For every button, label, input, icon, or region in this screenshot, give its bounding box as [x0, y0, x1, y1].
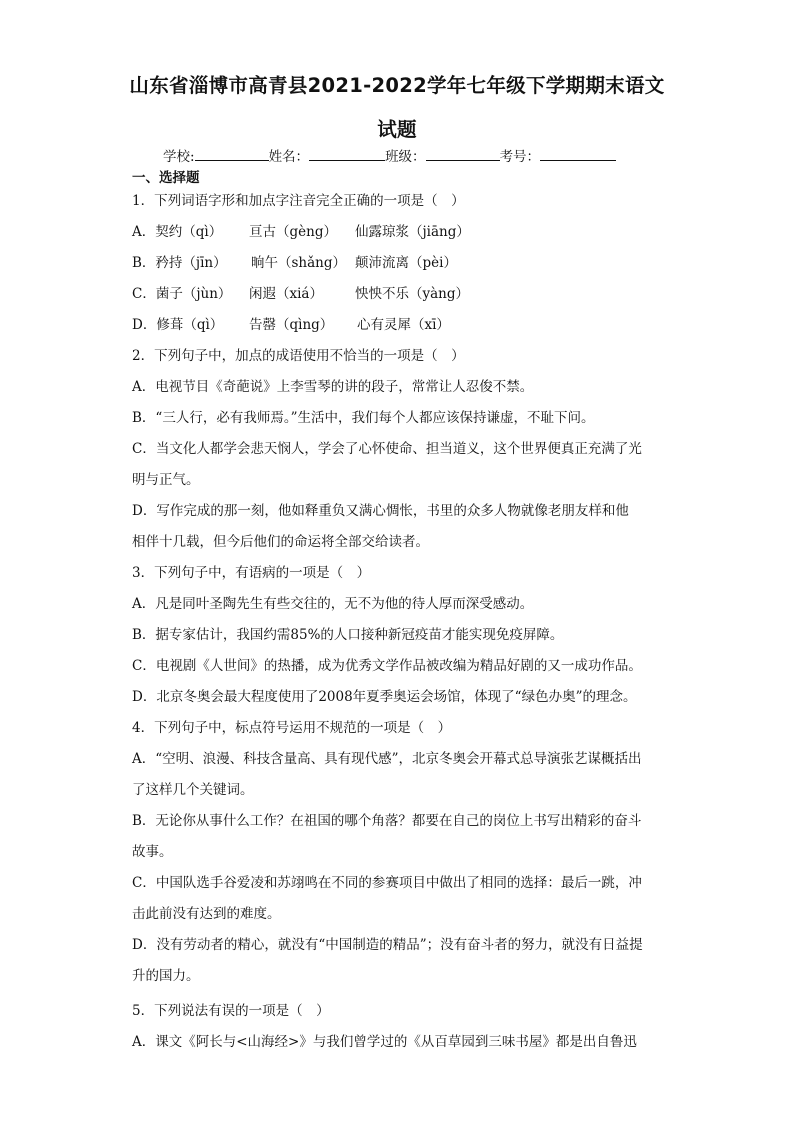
q1-d-word-1: D．修葺（qì） — [132, 317, 224, 333]
question-1-option-c[interactable] — [132, 285, 469, 303]
exam-no-label: 考号： — [499, 149, 541, 165]
question-2-stem: 2．下列句子中，加点的成语使用不恰当的一项是（ ） — [132, 348, 465, 364]
question-2-option-a[interactable]: A．电视节目《奇葩说》上李雪琴的讲的段子，常常让人忍俊不禁。 — [132, 379, 534, 395]
q1-c-word-3: 怏怏不乐（yàng） — [355, 286, 470, 302]
question-2-option-d-cont: 相伴十几载，但今后他们的命运将全部交给读者。 — [132, 534, 429, 550]
question-3-option-b[interactable]: B．据专家估计，我国约需85%的人口接种新冠疫苗才能实现免疫屏障。 — [132, 627, 564, 643]
question-1-option-d[interactable] — [132, 316, 450, 334]
q1-a-word-3: 仙露琼浆（jiāng） — [355, 224, 470, 240]
question-5-option-a[interactable]: A．课文《阿长与<山海经>》与我们曾学过的《从百草园到三味书屋》都是出自鲁迅 — [132, 1034, 637, 1050]
q1-b-word-2: 晌午（shǎng） — [251, 255, 347, 271]
question-4-option-b-cont: 故事。 — [132, 844, 173, 860]
q1-d-word-3: 心有灵犀（xī） — [357, 317, 450, 333]
question-3-option-a[interactable]: A．凡是同叶圣陶先生有些交往的，无不为他的待人厚而深受感动。 — [132, 596, 534, 612]
class-blank[interactable] — [426, 146, 500, 161]
section-heading: 一、选择题 — [132, 170, 200, 186]
question-2-option-c-cont: 明与正气。 — [132, 472, 200, 488]
q1-c-word-1: C．菌子（jùn） — [132, 286, 232, 302]
q1-d-word-2: 告罄（qìng） — [249, 317, 334, 333]
question-2-option-d[interactable]: D．写作完成的那一刻，他如释重负又满心惆怅，书里的众多人物就像老朋友样和他 — [132, 503, 629, 519]
question-5-stem: 5．下列说法有误的一项是（ ） — [132, 1003, 330, 1019]
question-1-option-b[interactable] — [132, 254, 457, 272]
question-1-option-a[interactable] — [132, 223, 470, 241]
question-4-option-c-cont: 击此前没有达到的难度。 — [132, 906, 281, 922]
question-3-stem: 3．下列句子中，有语病的一项是（ ） — [132, 565, 371, 581]
question-4-option-d[interactable]: D．没有劳动者的精心，就没有“中国制造的精品”；没有奋斗者的努力，就没有日益提 — [132, 937, 643, 953]
student-info-row — [163, 145, 616, 165]
exam-title-line-1: 山东省淄博市高青县2021-2022学年七年级下学期期末语文 — [129, 74, 665, 97]
question-4-option-c[interactable]: C．中国队选手谷爱凌和苏翊鸣在不同的参赛项目中做出了相同的选择：最后一跳，冲 — [132, 875, 642, 891]
question-4-stem: 4．下列句子中，标点符号运用不规范的一项是（ ） — [132, 720, 452, 736]
question-2-option-b[interactable]: B．“三人行，必有我师焉。”生活中，我们每个人都应该保持谦虚，不耻下问。 — [132, 410, 595, 426]
exam-no-blank[interactable] — [540, 146, 616, 161]
question-4-option-a-cont: 了这样几个关键词。 — [132, 782, 254, 798]
question-4-option-b[interactable]: B．无论你从事什么工作？在祖国的哪个角落？都要在自己的岗位上书写出精彩的奋斗 — [132, 813, 642, 829]
name-blank[interactable] — [309, 146, 385, 161]
question-3-option-d[interactable]: D．北京冬奥会最大程度使用了2008年夏季奥运会场馆，体现了“绿色办奥”的理念。 — [132, 689, 637, 705]
exam-title-line-2: 试题 — [377, 118, 417, 141]
q1-a-word-1: A．契约（qì） — [132, 224, 223, 240]
school-blank[interactable] — [195, 146, 269, 161]
school-label: 学校: — [163, 149, 195, 165]
q1-c-word-2: 闲遐（xiá） — [249, 286, 323, 302]
class-label: 班级： — [385, 149, 426, 165]
question-4-option-a[interactable]: A．“空明、浪漫、科技含量高、具有现代感”，北京冬奥会开幕式总导演张艺谋概括出 — [132, 751, 642, 767]
q1-a-word-2: 亘古（gèng） — [249, 224, 337, 240]
question-1-stem: 1．下列词语字形和加点字注音完全正确的一项是（ ） — [132, 193, 465, 209]
q1-b-word-3: 颠沛流离（pèi） — [355, 255, 457, 271]
name-label: 姓名： — [268, 149, 310, 165]
question-4-option-d-cont: 升的国力。 — [132, 968, 200, 984]
q1-b-word-1: B．矜持（jīn） — [132, 255, 227, 271]
question-2-option-c[interactable]: C．当文化人都学会悲天悯人，学会了心怀使命、担当道义，这个世界便真正充满了光 — [132, 441, 642, 457]
question-3-option-c[interactable]: C．电视剧《人世间》的热播，成为优秀文学作品被改编为精品好剧的又一成功作品。 — [132, 658, 642, 674]
